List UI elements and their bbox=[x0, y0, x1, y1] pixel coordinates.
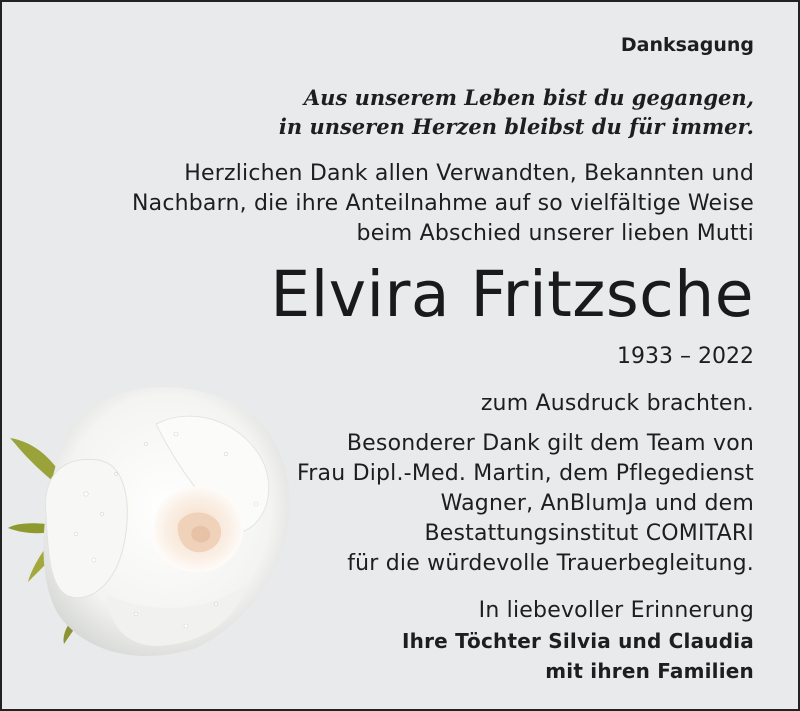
special-thanks-line-5: für die würdevolle Trauerbegleitung. bbox=[347, 551, 754, 576]
intro-line-3: beim Abschied unserer lieben Mutti bbox=[356, 221, 754, 246]
signer-line-1: Ihre Töchter Silvia und Claudia bbox=[402, 629, 754, 653]
special-thanks-line-1: Besonderer Dank gilt dem Team von bbox=[346, 431, 754, 456]
intro-line-2: Nachbarn, die ihre Anteilnahme auf so vielfältige Weise bbox=[131, 191, 754, 216]
notice-heading: Danksagung bbox=[620, 34, 754, 56]
closing-phrase: zum Ausdruck brachten. bbox=[480, 391, 754, 416]
intro-line-1: Herzlichen Dank allen Verwandten, Bekannten und bbox=[184, 161, 754, 186]
white-rose-illustration bbox=[6, 364, 296, 664]
verse-line-2: in unseren Herzen bleibst du für immer. bbox=[278, 114, 754, 139]
life-years: 1933 – 2022 bbox=[617, 344, 754, 369]
special-thanks-line-2: Frau Dipl.-Med. Martin, dem Pflegedienst bbox=[297, 461, 754, 486]
deceased-name: Elvira Fritzsche bbox=[270, 258, 754, 331]
signer-line-2: mit ihren Familien bbox=[545, 659, 754, 683]
verse-line-1: Aus unserem Leben bist du gegangen, bbox=[303, 85, 754, 110]
signoff: In liebevoller Erinnerung bbox=[478, 598, 754, 623]
special-thanks-line-4: Bestattungsinstitut COMITARI bbox=[424, 521, 754, 546]
special-thanks-line-3: Wagner, AnBlumJa und dem bbox=[440, 491, 754, 516]
